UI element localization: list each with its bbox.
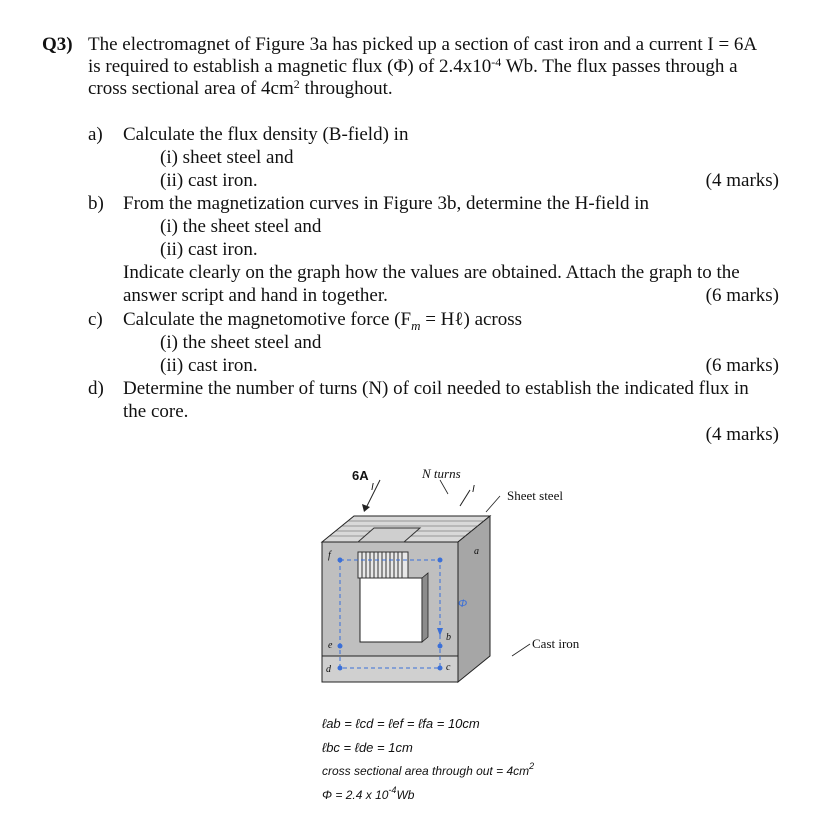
- point-e: e: [328, 640, 333, 651]
- current-label: 6A: [352, 468, 369, 483]
- part-c-label: c): [88, 309, 103, 330]
- part-d-marks: (4 marks): [705, 424, 779, 445]
- part-a-item-2: (ii) cast iron.: [160, 170, 258, 191]
- part-d-label: d): [88, 378, 104, 399]
- part-b-item-1: (i) the sheet steel and: [160, 216, 322, 237]
- turns-label: N turns: [422, 466, 461, 481]
- point-f: f: [328, 550, 331, 561]
- phi-label: Φ: [458, 598, 468, 610]
- intro-line-3: cross sectional area of $4cm^2$ throughout.: [88, 77, 393, 99]
- point-b: b: [446, 632, 451, 643]
- flux-equation: Φ = 2.4 x $10^{-4}Wb$: [322, 785, 415, 802]
- part-c-marks: (6 marks): [705, 355, 779, 376]
- part-c-text: Calculate the magnetomotive force ($F_m$ = Hℓ) across: [123, 309, 523, 333]
- part-a-text: Calculate the flux density (B-field) in: [123, 124, 409, 145]
- part-b-text: From the magnetization curves in Figure 3b, determine the H-field in: [123, 193, 650, 214]
- core-window: [360, 578, 422, 642]
- cast-iron-bar: [322, 656, 458, 682]
- electromagnet-diagram: [300, 460, 630, 720]
- area-equation: cross sectional area through out = $4cm^2$: [322, 761, 535, 778]
- current-arrow-label: I: [371, 482, 374, 493]
- part-c-item-1: (i) the sheet steel and: [160, 332, 322, 353]
- part-b-label: b): [88, 193, 104, 214]
- part-b-note-1: Indicate clearly on the graph how the values are obtained. Attach the graph to the: [123, 262, 740, 283]
- length-equation-1: ℓab = ℓcd = ℓef = ℓfa = 10cm: [322, 716, 480, 731]
- point-c: c: [446, 662, 451, 673]
- intro-line-2: is required to establish a magnetic flux (Φ) of $2.4x10^{-4}$ Wb. The flux passes through a: [88, 55, 738, 77]
- question-number: Q3): [42, 34, 73, 55]
- length-equation-2: ℓbc = ℓde = 1cm: [322, 740, 413, 755]
- part-d-text-2: the core.: [123, 401, 189, 422]
- point-a: a: [474, 546, 479, 557]
- part-a-item-1: (i) sheet steel and: [160, 147, 294, 168]
- electromagnet-figure: [300, 460, 630, 820]
- part-a-marks: (4 marks): [705, 170, 779, 191]
- part-a-label: a): [88, 124, 103, 145]
- cast-iron-label: Cast iron: [532, 636, 580, 651]
- part-b-marks: (6 marks): [705, 285, 779, 306]
- sheet-steel-label: Sheet steel: [507, 488, 563, 503]
- point-d: d: [326, 664, 331, 675]
- part-b-item-2: (ii) cast iron.: [160, 239, 258, 260]
- current-arrow-label-2: I: [472, 484, 475, 495]
- intro-line-1: The electromagnet of Figure 3a has picked up a section of cast iron and a current I = 6A: [88, 34, 758, 55]
- part-d-text-1: Determine the number of turns (N) of coil needed to establish the indicated flux in: [123, 378, 749, 399]
- part-b-note-2: answer script and hand in together.: [123, 285, 388, 306]
- part-c-item-2: (ii) cast iron.: [160, 355, 258, 376]
